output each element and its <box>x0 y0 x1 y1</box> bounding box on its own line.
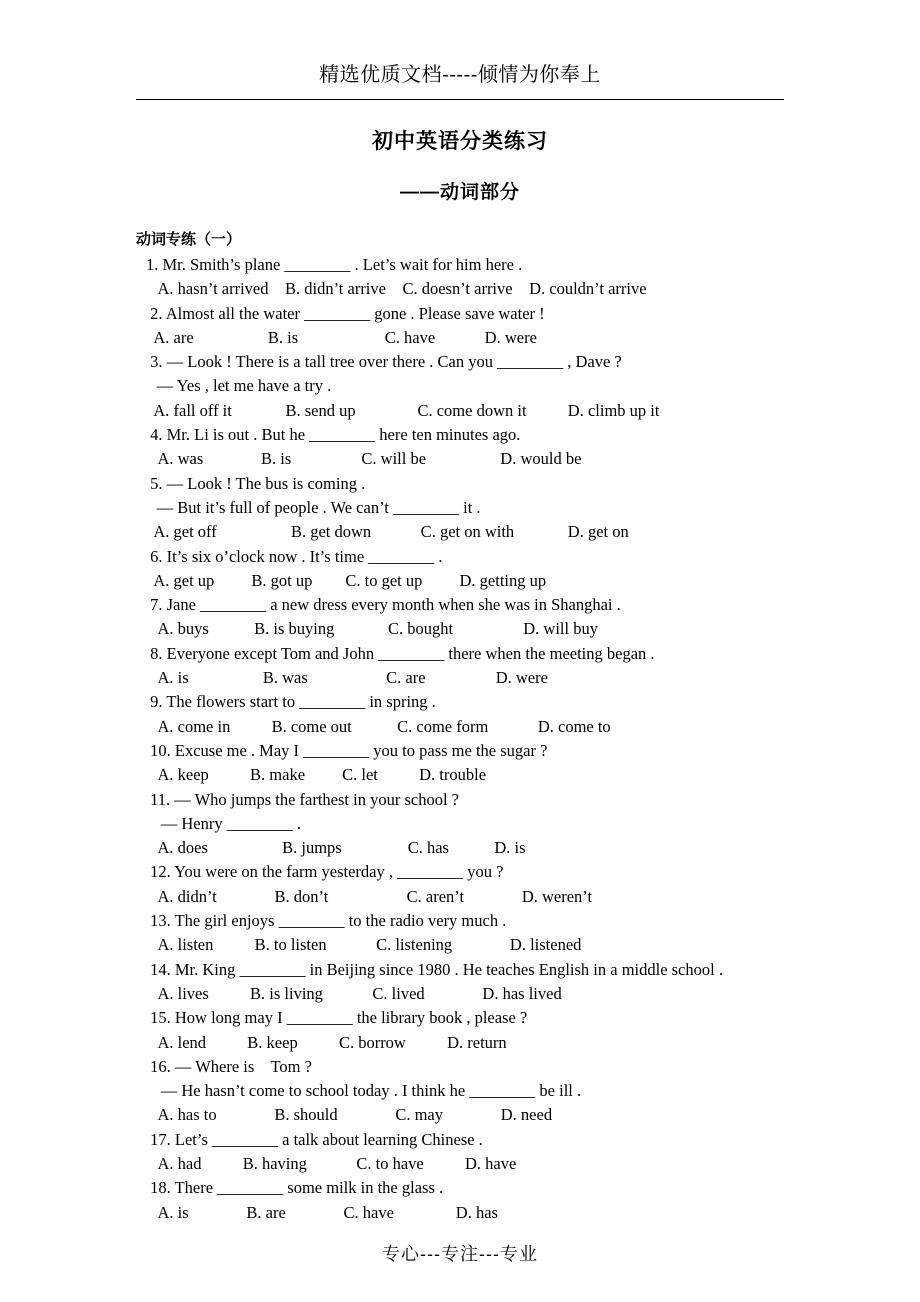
question-item <box>136 545 784 594</box>
question-options: A. listen B. to listen C. listening D. listened <box>146 935 582 955</box>
header-divider <box>136 99 784 100</box>
question-options: A. hasn’t arrived B. didn’t arrive C. doesn’t arrive D. couldn’t arrive <box>146 279 647 299</box>
question-item <box>136 302 784 351</box>
question-item <box>136 1055 784 1128</box>
question-stem-continued: — He hasn’t come to school today . I think he ________ be ill . <box>136 1081 582 1101</box>
question-options: A. is B. was C. are D. were <box>146 668 548 688</box>
question-item <box>136 958 784 1007</box>
question-options: A. was B. is C. will be D. would be <box>146 449 582 469</box>
question-options: A. had B. having C. to have D. have <box>146 1153 517 1173</box>
question-stem: 11. — Who jumps the farthest in your school ? <box>146 789 459 809</box>
question-item <box>136 642 784 691</box>
question-stem-continued: — Yes , let me have a try . <box>136 376 332 396</box>
question-item <box>136 423 784 472</box>
page-title: 初中英语分类练习 <box>372 130 548 153</box>
question-stem: 4. Mr. Li is out . But he ________ here ten minutes ago. <box>146 425 521 445</box>
section-title: 动词专练（一） <box>136 231 242 248</box>
question-options: A. does B. jumps C. has D. is <box>146 838 526 858</box>
question-stem: 3. — Look ! There is a tall tree over there . Can you ________ , Dave ? <box>146 352 622 372</box>
question-stem: 15. How long may I ________ the library book , please ? <box>146 1008 528 1028</box>
question-item <box>136 253 784 302</box>
question-stem: 17. Let’s ________ a talk about learning Chinese . <box>146 1129 483 1149</box>
question-options: A. get off B. get down C. get on with D. get on <box>146 522 629 542</box>
question-stem: 2. Almost all the water ________ gone . Please save water ! <box>146 303 545 323</box>
question-list <box>136 253 784 1225</box>
question-options: A. lend B. keep C. borrow D. return <box>146 1032 507 1052</box>
question-stem: 8. Everyone except Tom and John ________ there when the meeting began . <box>146 643 655 663</box>
question-item <box>136 690 784 739</box>
question-item <box>136 350 784 423</box>
question-item <box>136 909 784 958</box>
question-stem: 18. There ________ some milk in the glass . <box>146 1178 444 1198</box>
question-item <box>136 593 784 642</box>
question-item <box>136 739 784 788</box>
question-stem: 5. — Look ! The bus is coming . <box>146 473 366 493</box>
question-stem: 10. Excuse me . May I ________ you to pass me the sugar ? <box>146 740 548 760</box>
question-options: A. are B. is C. have D. were <box>146 327 537 347</box>
question-item <box>136 860 784 909</box>
question-stem: 1. Mr. Smith’s plane ________ . Let’s wait for him here . <box>146 255 523 274</box>
question-stem: 6. It’s six o’clock now . It’s time ________ . <box>146 546 443 566</box>
question-item <box>136 1176 784 1225</box>
page-subtitle: ——动词部分 <box>399 182 520 203</box>
question-item <box>136 1006 784 1055</box>
question-stem: 16. — Where is Tom ? <box>146 1056 312 1076</box>
question-options: A. buys B. is buying C. bought D. will buy <box>146 619 598 639</box>
question-stem: 13. The girl enjoys ________ to the radio very much . <box>146 911 507 931</box>
question-options: A. lives B. is living C. lived D. has lived <box>146 983 562 1003</box>
question-stem: 9. The flowers start to ________ in spring . <box>146 692 436 712</box>
question-stem: 7. Jane ________ a new dress every month when she was in Shanghai . <box>146 595 621 615</box>
question-options: A. get up B. got up C. to get up D. getting up <box>146 570 547 590</box>
question-item <box>136 788 784 861</box>
question-options: A. come in B. come out C. come form D. come to <box>146 716 611 736</box>
question-stem: 12. You were on the farm yesterday , ________ you ? <box>146 862 504 882</box>
question-stem-continued: — Henry ________ . <box>136 813 301 833</box>
question-item <box>136 472 784 545</box>
question-options: A. didn’t B. don’t C. aren’t D. weren’t <box>146 886 593 906</box>
question-options: A. keep B. make C. let D. trouble <box>146 765 487 785</box>
footer-note: 专心---专注---专业 <box>382 1244 538 1264</box>
question-options: A. has to B. should C. may D. need <box>146 1105 553 1125</box>
question-stem: 14. Mr. King ________ in Beijing since 1980 . He teaches English in a middle school . <box>146 959 723 979</box>
question-options: A. fall off it B. send up C. come down it D. climb up it <box>146 400 660 420</box>
question-item <box>136 1128 784 1177</box>
question-options: A. is B. are C. have D. has <box>146 1202 498 1222</box>
header-note: 精选优质文档-----倾情为你奉上 <box>319 64 601 86</box>
question-stem-continued: — But it’s full of people . We can’t ________ it . <box>136 497 481 517</box>
